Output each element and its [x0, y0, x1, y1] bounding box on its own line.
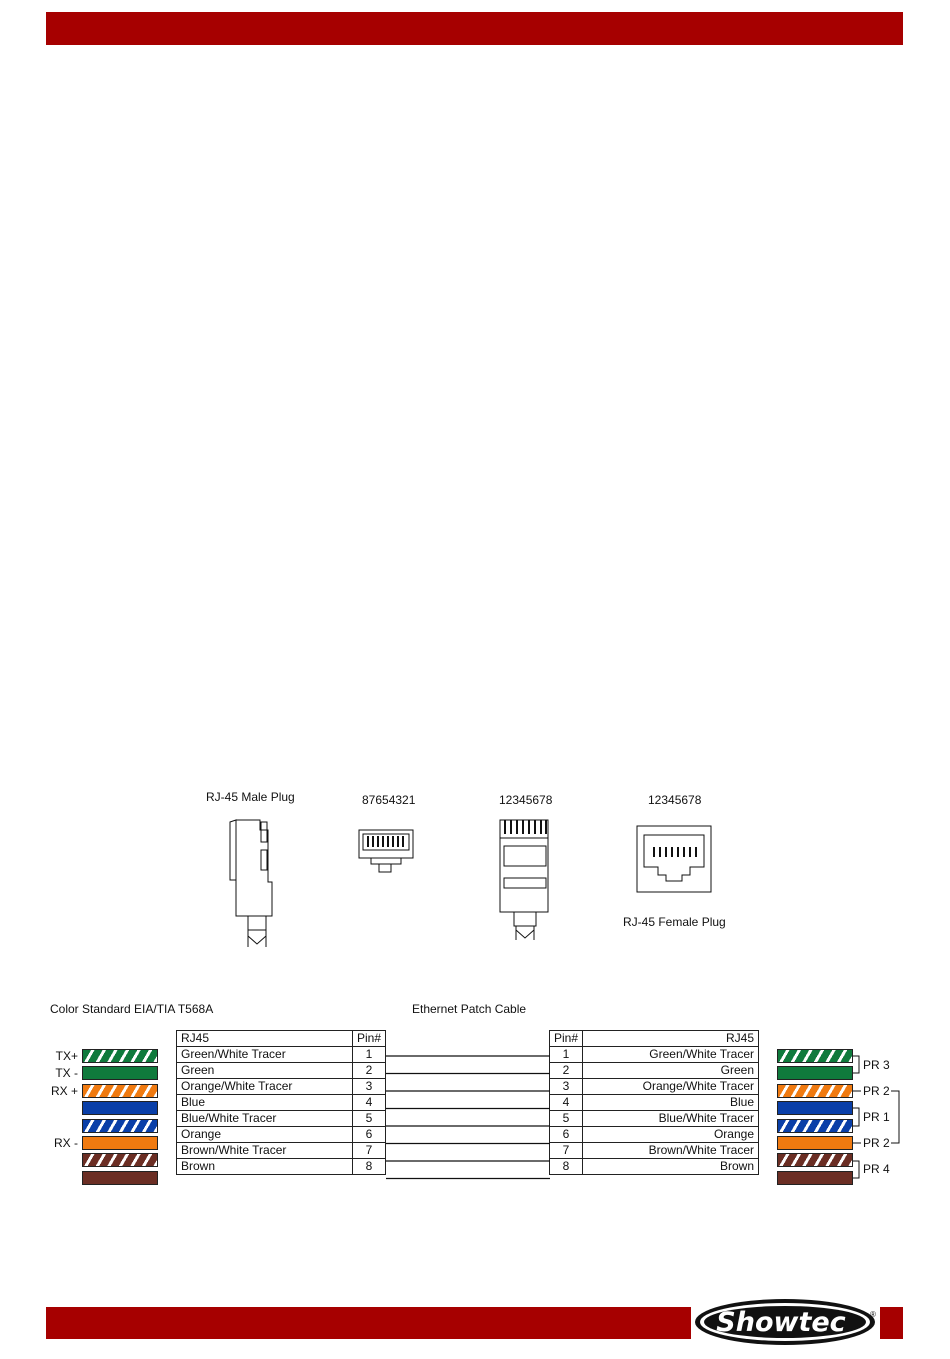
table-row — [550, 1079, 759, 1095]
wire-name: Blue/White Tracer — [583, 1111, 759, 1127]
solid-wire-swatch — [777, 1171, 853, 1185]
signal-label: RX - — [54, 1136, 78, 1150]
solid-wire-swatch — [82, 1066, 158, 1080]
pin-number: 6 — [550, 1127, 583, 1143]
pin-number: 5 — [550, 1111, 583, 1127]
male-plug-side-drawing — [220, 812, 280, 952]
wire-name: Green — [583, 1063, 759, 1079]
signal-label: TX+ — [55, 1049, 78, 1063]
logo-registered-mark: ® — [870, 1310, 876, 1319]
pin-order-bottom-label: 87654321 — [362, 793, 416, 807]
table-row — [177, 1079, 386, 1095]
wire-name: Brown — [177, 1159, 353, 1175]
signal-label: TX - — [55, 1066, 78, 1080]
table-row — [550, 1111, 759, 1127]
pin-number: 1 — [352, 1047, 385, 1063]
female-jack-drawing — [636, 825, 714, 895]
solid-wire-swatch — [777, 1066, 853, 1080]
pair-label: PR 3 — [863, 1058, 890, 1072]
pin-number: 7 — [550, 1143, 583, 1159]
solid-wire-swatch — [777, 1136, 853, 1150]
solid-wire-swatch — [82, 1101, 158, 1115]
table-row — [177, 1047, 386, 1063]
table-row — [177, 1095, 386, 1111]
pin-number: 3 — [550, 1079, 583, 1095]
solid-wire-swatch — [82, 1171, 158, 1185]
wire-name: Orange/White Tracer — [583, 1079, 759, 1095]
wire-name: Blue/White Tracer — [177, 1111, 353, 1127]
patch-cable-title: Ethernet Patch Cable — [412, 1002, 527, 1016]
wire-name: Orange — [583, 1127, 759, 1143]
wire-name: Blue — [583, 1095, 759, 1111]
striped-wire-swatch — [82, 1153, 158, 1167]
pin-number: 2 — [550, 1063, 583, 1079]
showtec-logo — [693, 1297, 877, 1347]
wire-name: Green — [177, 1063, 353, 1079]
table-row — [550, 1143, 759, 1159]
patch-cable-lines — [386, 1048, 550, 1188]
rj45-header: RJ45 — [177, 1031, 353, 1047]
pin-header: Pin# — [550, 1031, 583, 1047]
table-row — [177, 1063, 386, 1079]
pin-number: 5 — [352, 1111, 385, 1127]
pin-number: 8 — [352, 1159, 385, 1175]
striped-wire-swatch — [82, 1049, 158, 1063]
pair-label: PR 2 — [863, 1136, 890, 1150]
table-row — [177, 1127, 386, 1143]
wire-name: Orange — [177, 1127, 353, 1143]
table-row — [550, 1047, 759, 1063]
female-plug-label: RJ-45 Female Plug — [623, 915, 726, 929]
pin-order-female-label: 12345678 — [648, 793, 702, 807]
pin-order-top-label: 12345678 — [499, 793, 553, 807]
signal-label: RX + — [50, 1084, 78, 1098]
right-pin-table — [549, 1030, 759, 1175]
wire-name: Blue — [177, 1095, 353, 1111]
wire-name: Green/White Tracer — [177, 1047, 353, 1063]
pin-number: 4 — [352, 1095, 385, 1111]
footer-bar-end — [880, 1307, 903, 1339]
pin-number: 4 — [550, 1095, 583, 1111]
logo-text: Showtec — [716, 1307, 846, 1338]
striped-wire-swatch — [777, 1153, 853, 1167]
table-header-row — [177, 1031, 386, 1047]
pin-number: 2 — [352, 1063, 385, 1079]
male-plug-bottom-drawing — [355, 825, 419, 877]
left-pin-table — [176, 1030, 386, 1175]
striped-wire-swatch — [777, 1084, 853, 1098]
rj45-header: RJ45 — [583, 1031, 759, 1047]
footer-bar — [46, 1307, 691, 1339]
table-row — [177, 1111, 386, 1127]
pin-header: Pin# — [352, 1031, 385, 1047]
pin-number: 6 — [352, 1127, 385, 1143]
table-row — [550, 1159, 759, 1175]
color-standard-title: Color Standard EIA/TIA T568A — [50, 1002, 214, 1016]
striped-wire-swatch — [82, 1084, 158, 1098]
table-row — [177, 1159, 386, 1175]
table-row — [550, 1095, 759, 1111]
male-plug-top-drawing — [494, 812, 554, 942]
solid-wire-swatch — [777, 1101, 853, 1115]
pin-number: 7 — [352, 1143, 385, 1159]
wire-name: Green/White Tracer — [583, 1047, 759, 1063]
pair-label: PR 2 — [863, 1084, 890, 1098]
header-bar — [46, 12, 903, 45]
table-row — [177, 1143, 386, 1159]
wire-name: Orange/White Tracer — [177, 1079, 353, 1095]
pin-number: 8 — [550, 1159, 583, 1175]
pin-number: 3 — [352, 1079, 385, 1095]
wire-name: Brown/White Tracer — [177, 1143, 353, 1159]
pair-label: PR 4 — [863, 1162, 890, 1176]
solid-wire-swatch — [82, 1136, 158, 1150]
table-header-row — [550, 1031, 759, 1047]
striped-wire-swatch — [82, 1119, 158, 1133]
pin-number: 1 — [550, 1047, 583, 1063]
table-row — [550, 1063, 759, 1079]
wire-name: Brown — [583, 1159, 759, 1175]
table-row — [550, 1127, 759, 1143]
striped-wire-swatch — [777, 1049, 853, 1063]
wire-name: Brown/White Tracer — [583, 1143, 759, 1159]
male-plug-label: RJ-45 Male Plug — [206, 790, 295, 804]
striped-wire-swatch — [777, 1119, 853, 1133]
pair-label: PR 1 — [863, 1110, 890, 1124]
